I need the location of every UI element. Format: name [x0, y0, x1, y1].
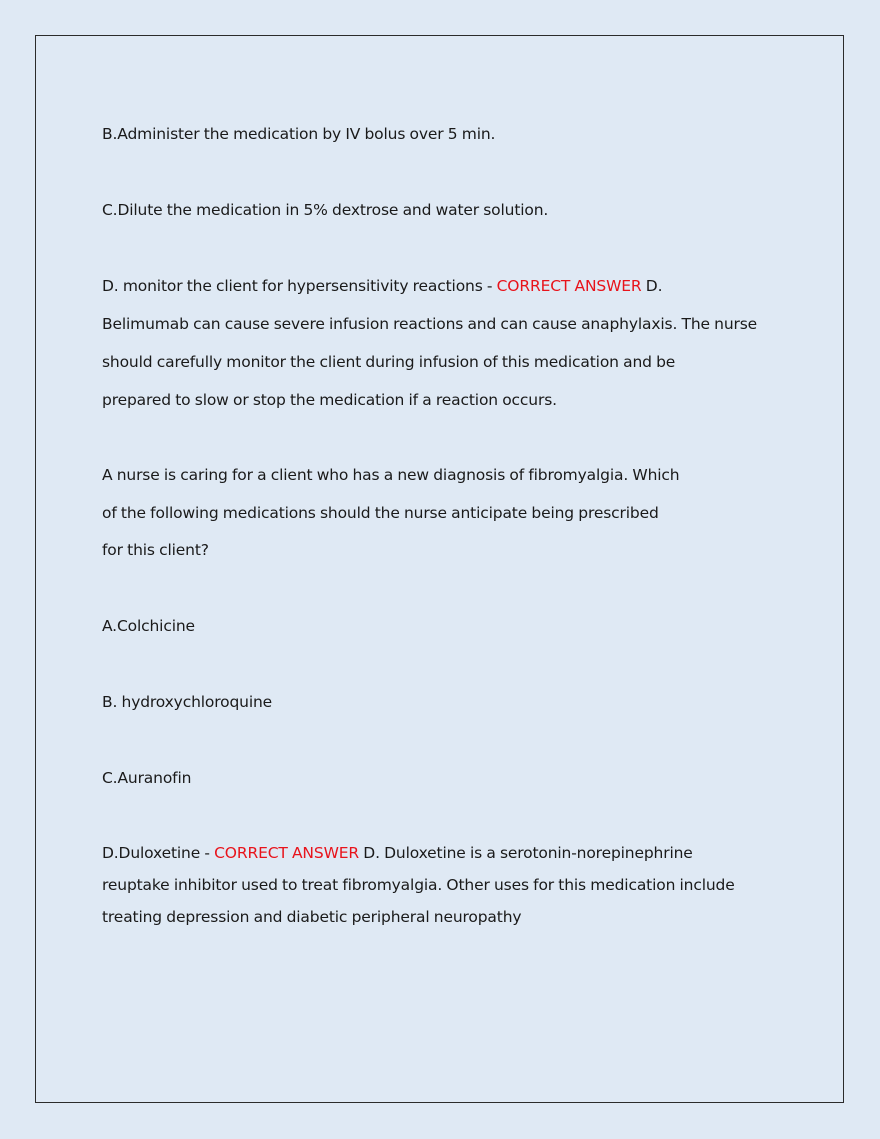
option-c-line: C.Dilute the medication in 5% dextrose and water solution. [102, 201, 549, 219]
answer-letter: D. [641, 277, 663, 295]
rationale-line: reuptake inhibitor used to treat fibromyalgia. Other uses for this medication include [102, 876, 735, 894]
option-d-line [102, 277, 662, 295]
option-d-text: D.Duloxetine - [102, 844, 215, 862]
correct-answer-label: CORRECT ANSWER [496, 277, 642, 295]
question-line: of the following medications should the nurse anticipate being prescribed [102, 504, 659, 522]
option-d-text: D. monitor the client for hypersensitivity reactions - [102, 277, 497, 295]
rationale-line: should carefully monitor the client during infusion of this medication and be [102, 353, 676, 371]
correct-answer-label: CORRECT ANSWER [214, 844, 360, 862]
rationale-line: Belimumab can cause severe infusion reactions and can cause anaphylaxis. The nurse [102, 315, 758, 333]
rationale-line: prepared to slow or stop the medication if a reaction occurs. [102, 391, 557, 409]
question-line: for this client? [102, 541, 209, 559]
option-a-line: A.Colchicine [102, 617, 195, 635]
option-b-line: B.Administer the medication by IV bolus over 5 min. [102, 125, 496, 143]
rationale-text: D. Duloxetine is a serotonin-norepinephrine [359, 844, 693, 862]
option-b-line: B. hydroxychloroquine [102, 693, 273, 711]
rationale-line: treating depression and diabetic peripheral neuropathy [102, 908, 522, 926]
question-line: A nurse is caring for a client who has a new diagnosis of fibromyalgia. Which [102, 466, 680, 484]
option-c-line: C.Auranofin [102, 769, 192, 787]
page-border [35, 35, 844, 1103]
option-d-line [102, 844, 693, 862]
